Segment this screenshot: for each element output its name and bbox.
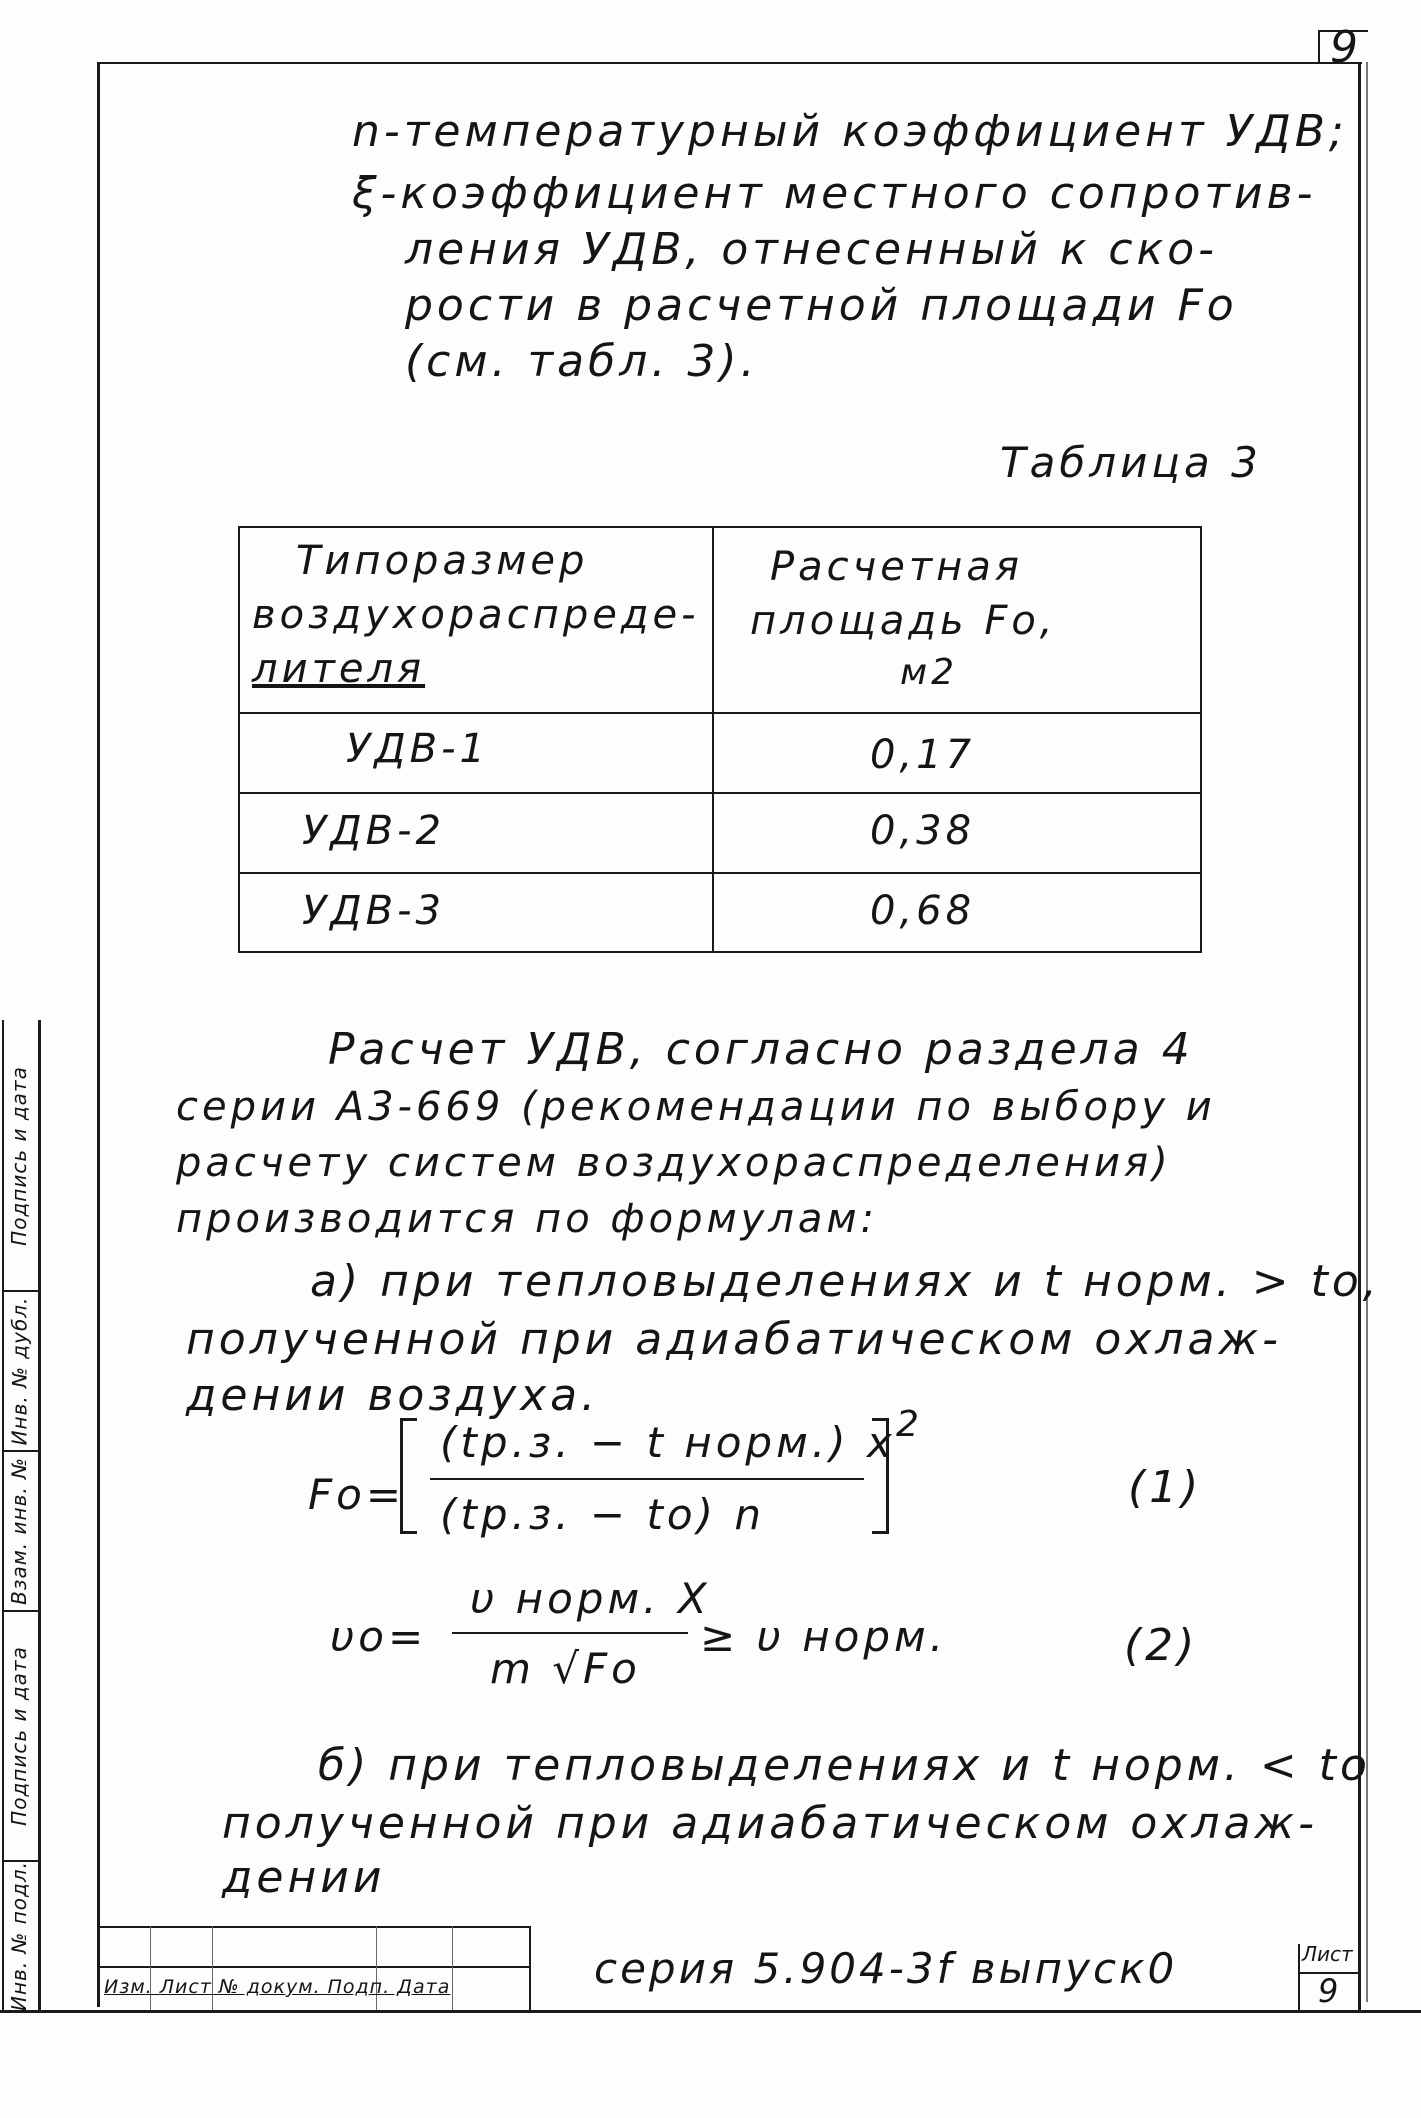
table-caption: Таблица 3 [1000, 438, 1262, 487]
frame-outer-left [38, 1020, 41, 2012]
table-header-divider [240, 712, 1200, 714]
frame-right [1358, 62, 1361, 2012]
side-label-2: Подпись и дата [7, 1646, 32, 1826]
formula-1-left-bracket [400, 1418, 417, 1534]
formula-1-right-bracket [872, 1418, 889, 1534]
header-col1-line-2: воздухораспреде- [252, 592, 700, 638]
side-label-5: Подпись и дата [7, 1066, 32, 1246]
formula-1-lhs: Fo= [308, 1470, 406, 1519]
formula-2-numerator: υ норм. X [470, 1574, 711, 1623]
formula-1-numerator: (tр.з. − t норм.) x [440, 1418, 896, 1467]
table-row-divider-1 [240, 792, 1200, 794]
row-2-area: 0,38 [870, 808, 976, 854]
header-col2-line-2: площадь Fo, [750, 598, 1057, 644]
formula-2-denominator: m √Fo [490, 1644, 641, 1693]
stamp-mid-line [97, 1966, 531, 1968]
body-line-6: полученной при адиабатическом охлаж- [186, 1314, 1282, 1365]
row-1-area: 0,17 [870, 732, 976, 778]
frame-bottom [0, 2010, 1421, 2013]
definition-line-5: (см. табл. 3). [405, 336, 759, 387]
stamp-col-4 [452, 1926, 453, 2010]
definition-line-3: ления УДВ, отнесенный к ско- [405, 224, 1218, 275]
header-col2-line-1: Расчетная [770, 544, 1023, 590]
area-table [238, 526, 1202, 953]
tail-line-2: полученной при адиабатическом охлаж- [222, 1798, 1318, 1849]
sheet-number: 9 [1318, 1972, 1343, 2010]
header-col1-line-3: лителя [252, 646, 426, 692]
row-2-type: УДВ-2 [302, 808, 445, 854]
formula-1-denominator: (tр.з. − to) n [440, 1490, 765, 1539]
tail-line-3: дении [222, 1852, 386, 1903]
row-3-area: 0,68 [870, 888, 976, 934]
side-label-1: Инв. № подл. [7, 1861, 32, 2011]
formula-1-fraction-bar [430, 1478, 864, 1480]
definition-line-4: рости в расчетной площади Fo [405, 280, 1238, 331]
sheet-box-left [1298, 1944, 1300, 2010]
row-3-type: УДВ-3 [302, 888, 445, 934]
stamp-right-divider [529, 1926, 531, 2010]
stamp-series: серия 5.904-3f выпуск0 [594, 1944, 1178, 1993]
stamp-labels: Изм. Лист № докум. Подп. Дата [104, 1976, 451, 1998]
body-line-1: Расчет УДВ, согласно раздела 4 [328, 1024, 1194, 1075]
side-label-4: Инв. № дубл. [7, 1296, 31, 1446]
formula-1-exponent: 2 [896, 1404, 923, 1445]
sheet-label: Лист [1302, 1942, 1353, 1966]
header-col2-line-3: м2 [900, 652, 959, 693]
formula-1-number: (1) [1128, 1462, 1203, 1513]
frame-top [97, 62, 1362, 64]
body-line-2: серии А3-669 (рекомендации по выбору и [176, 1084, 1216, 1130]
body-line-7: дении воздуха. [186, 1370, 600, 1421]
page-box-left [1318, 30, 1320, 64]
definition-line-2: ξ-коэффициент местного сопротив- [352, 168, 1317, 219]
side-label-3: Взам. инв. № [7, 1457, 32, 1605]
body-line-3: расчету систем воздухораспределения) [176, 1140, 1172, 1186]
frame-left [97, 62, 100, 2007]
frame-right-outer [1366, 62, 1368, 2002]
stamp-top-line [97, 1926, 531, 1928]
formula-2-lhs: υo= [330, 1612, 428, 1661]
formula-2-fraction-bar [452, 1632, 688, 1634]
formula-2-rhs: ≥ υ норм. [700, 1612, 948, 1661]
tail-line-1: б) при тепловыделениях и t норм. < to [318, 1740, 1371, 1791]
body-line-4: производится по формулам: [176, 1196, 879, 1242]
body-line-5: а) при тепловыделениях и t норм. > to, [310, 1256, 1381, 1307]
formula-2-number: (2) [1124, 1620, 1199, 1671]
table-col-divider [712, 528, 714, 953]
row-1-type: УДВ-1 [346, 726, 489, 772]
page-number-top: 9 [1330, 22, 1362, 73]
header-col1-line-1: Типоразмер [296, 538, 589, 584]
definition-line-1: n-температурный коэффициент УДВ; [352, 106, 1348, 157]
table-row-divider-2 [240, 872, 1200, 874]
